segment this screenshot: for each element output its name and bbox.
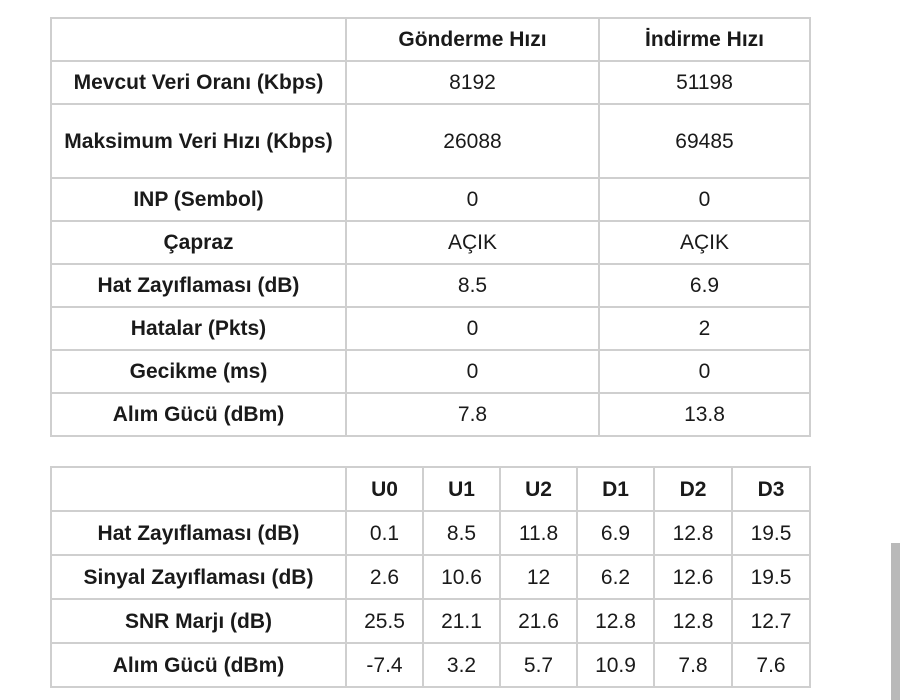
header-empty-cell — [51, 467, 346, 511]
download-value: 0 — [599, 350, 810, 393]
table-row — [51, 178, 810, 221]
header-band-d1: D1 — [577, 467, 654, 511]
header-download-rate: İndirme Hızı — [599, 18, 810, 61]
upload-value: 26088 — [346, 104, 599, 178]
table-row — [51, 643, 810, 687]
upload-value: AÇIK — [346, 221, 599, 264]
row-label: SNR Marjı (dB) — [51, 599, 346, 643]
row-label: INP (Sembol) — [51, 178, 346, 221]
band-value: 12.8 — [654, 599, 732, 643]
download-value: 2 — [599, 307, 810, 350]
upload-value: 0 — [346, 307, 599, 350]
band-value: 10.9 — [577, 643, 654, 687]
band-value: 19.5 — [732, 511, 810, 555]
band-value: 12.6 — [654, 555, 732, 599]
upload-value: 8192 — [346, 61, 599, 104]
band-value: 7.8 — [654, 643, 732, 687]
row-label: Mevcut Veri Oranı (Kbps) — [51, 61, 346, 104]
row-label: Çapraz — [51, 221, 346, 264]
header-band-u0: U0 — [346, 467, 423, 511]
download-value: 69485 — [599, 104, 810, 178]
row-label: Alım Gücü (dBm) — [51, 393, 346, 436]
table-row — [51, 307, 810, 350]
band-value: -7.4 — [346, 643, 423, 687]
band-value: 7.6 — [732, 643, 810, 687]
band-value: 6.9 — [577, 511, 654, 555]
row-label: Hat Zayıflaması (dB) — [51, 264, 346, 307]
table-row — [51, 221, 810, 264]
row-label: Gecikme (ms) — [51, 350, 346, 393]
download-value: 0 — [599, 178, 810, 221]
band-value: 8.5 — [423, 511, 500, 555]
band-value: 25.5 — [346, 599, 423, 643]
upload-value: 8.5 — [346, 264, 599, 307]
download-value: AÇIK — [599, 221, 810, 264]
download-value: 51198 — [599, 61, 810, 104]
line-summary-table — [50, 17, 811, 437]
header-upload-rate: Gönderme Hızı — [346, 18, 599, 61]
table-row — [51, 264, 810, 307]
band-value: 10.6 — [423, 555, 500, 599]
download-value: 13.8 — [599, 393, 810, 436]
upload-value: 0 — [346, 178, 599, 221]
band-value: 21.1 — [423, 599, 500, 643]
table-header-row — [51, 18, 810, 61]
header-empty-cell — [51, 18, 346, 61]
header-band-d2: D2 — [654, 467, 732, 511]
row-label: Sinyal Zayıflaması (dB) — [51, 555, 346, 599]
scrollbar-thumb[interactable] — [891, 543, 900, 700]
table-row — [51, 104, 810, 178]
upload-value: 0 — [346, 350, 599, 393]
download-value: 6.9 — [599, 264, 810, 307]
band-value: 12.8 — [654, 511, 732, 555]
band-value: 21.6 — [500, 599, 577, 643]
band-value: 2.6 — [346, 555, 423, 599]
table-row — [51, 61, 810, 104]
band-value: 19.5 — [732, 555, 810, 599]
band-stats-table — [50, 466, 811, 688]
header-band-d3: D3 — [732, 467, 810, 511]
table-row — [51, 393, 810, 436]
band-value: 12.7 — [732, 599, 810, 643]
table-header-row — [51, 467, 810, 511]
band-value: 3.2 — [423, 643, 500, 687]
table-row — [51, 555, 810, 599]
header-band-u1: U1 — [423, 467, 500, 511]
row-label: Maksimum Veri Hızı (Kbps) — [51, 104, 346, 178]
band-value: 0.1 — [346, 511, 423, 555]
band-value: 11.8 — [500, 511, 577, 555]
band-value: 5.7 — [500, 643, 577, 687]
table-row — [51, 350, 810, 393]
band-value: 12.8 — [577, 599, 654, 643]
band-value: 6.2 — [577, 555, 654, 599]
table-row — [51, 599, 810, 643]
row-label: Hat Zayıflaması (dB) — [51, 511, 346, 555]
table-row — [51, 511, 810, 555]
upload-value: 7.8 — [346, 393, 599, 436]
row-label: Alım Gücü (dBm) — [51, 643, 346, 687]
row-label: Hatalar (Pkts) — [51, 307, 346, 350]
header-band-u2: U2 — [500, 467, 577, 511]
band-value: 12 — [500, 555, 577, 599]
